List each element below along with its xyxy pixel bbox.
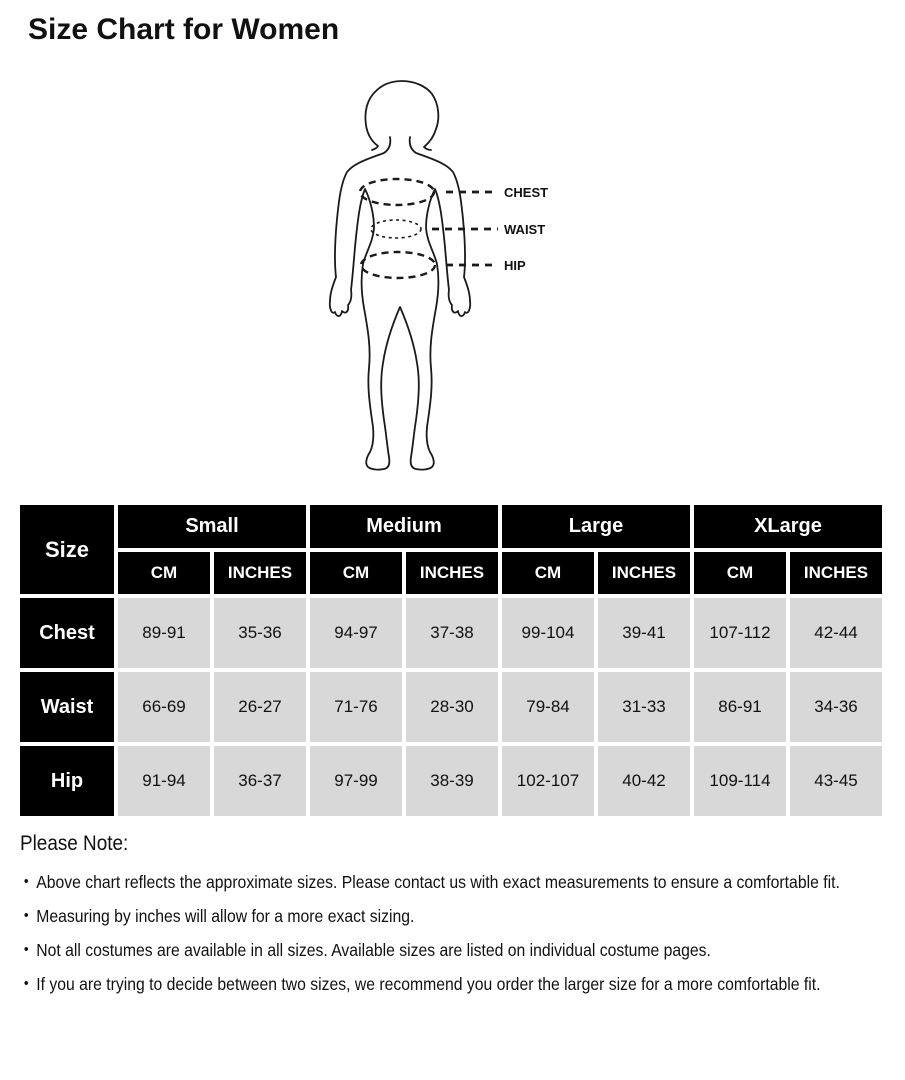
table-row-hip: [20, 746, 882, 816]
note-item: [20, 967, 902, 1001]
waist-large-cm: 79-84: [502, 672, 594, 742]
chest-large-inches: 39-41: [598, 598, 690, 668]
woman-body-outline: [330, 137, 470, 470]
woman-outline-svg: [320, 80, 570, 480]
size-group-header-small: Small: [118, 505, 306, 548]
hip-large-cm: 102-107: [502, 746, 594, 816]
bullet-icon: •: [23, 873, 29, 890]
waist-medium-cm: 71-76: [310, 672, 402, 742]
chest-xlarge-inches: 42-44: [790, 598, 882, 668]
hip-medium-cm: 97-99: [310, 746, 402, 816]
note-text: If you are trying to decide between two sizes, we recommend you order the larger size for a more comfortable fit.: [36, 974, 821, 994]
waist-medium-inches: 28-30: [406, 672, 498, 742]
unit-header-inches: INCHES: [214, 552, 306, 594]
waist-xlarge-inches: 34-36: [790, 672, 882, 742]
hip-medium-inches: 38-39: [406, 746, 498, 816]
table-row-chest: [20, 598, 882, 668]
unit-header-inches: INCHES: [598, 552, 690, 594]
chest-small-inches: 35-36: [214, 598, 306, 668]
page-title: Size Chart for Women: [28, 13, 340, 46]
hip-small-cm: 91-94: [118, 746, 210, 816]
hip-xlarge-cm: 109-114: [694, 746, 786, 816]
chest-label: CHEST: [504, 185, 549, 200]
row-header-chest: Chest: [20, 598, 114, 668]
waist-label: WAIST: [504, 222, 546, 237]
waist-xlarge-cm: 86-91: [694, 672, 786, 742]
waist-measure-ellipse: [371, 220, 421, 238]
bullet-icon: •: [23, 941, 29, 958]
note-item: [20, 899, 902, 933]
row-header-waist: Waist: [20, 672, 114, 742]
hip-label: HIP: [504, 258, 526, 273]
note-item: [20, 933, 902, 967]
note-text: Not all costumes are available in all sizes. Available sizes are listed on individual costume pages.: [36, 940, 711, 960]
unit-header-cm: CM: [310, 552, 402, 594]
size-table: [16, 501, 886, 820]
woman-head-outline: [365, 81, 438, 150]
chest-measure-ellipse: [360, 179, 434, 205]
chest-xlarge-cm: 107-112: [694, 598, 786, 668]
size-group-header-xlarge: XLarge: [694, 505, 882, 548]
hip-small-inches: 36-37: [214, 746, 306, 816]
note-text: Measuring by inches will allow for a more exact sizing.: [36, 906, 415, 926]
size-group-header-medium: Medium: [310, 505, 498, 548]
waist-large-inches: 31-33: [598, 672, 690, 742]
chest-large-cm: 99-104: [502, 598, 594, 668]
waist-small-cm: 66-69: [118, 672, 210, 742]
unit-header-cm: CM: [694, 552, 786, 594]
waist-small-inches: 26-27: [214, 672, 306, 742]
unit-header-inches: INCHES: [790, 552, 882, 594]
chest-small-cm: 89-91: [118, 598, 210, 668]
unit-header-cm: CM: [502, 552, 594, 594]
note-item: [20, 865, 902, 899]
hip-xlarge-inches: 43-45: [790, 746, 882, 816]
table-header-units-row: [20, 552, 882, 594]
table-row-waist: [20, 672, 882, 742]
bullet-icon: •: [23, 907, 29, 924]
chest-medium-inches: 37-38: [406, 598, 498, 668]
measurement-figure: [320, 80, 570, 480]
hip-measure-ellipse: [361, 252, 435, 278]
hip-large-inches: 40-42: [598, 746, 690, 816]
notes-section: [20, 832, 902, 1001]
row-header-hip: Hip: [20, 746, 114, 816]
bullet-icon: •: [23, 975, 29, 992]
unit-header-inches: INCHES: [406, 552, 498, 594]
size-corner-header: Size: [20, 505, 114, 594]
chest-medium-cm: 94-97: [310, 598, 402, 668]
note-text: Above chart reflects the approximate sizes. Please contact us with exact measurements to ensure a comfortable fit.: [36, 872, 840, 892]
unit-header-cm: CM: [118, 552, 210, 594]
size-group-header-large: Large: [502, 505, 690, 548]
notes-heading: Please Note:: [20, 832, 129, 855]
table-header-groups-row: [20, 505, 882, 548]
